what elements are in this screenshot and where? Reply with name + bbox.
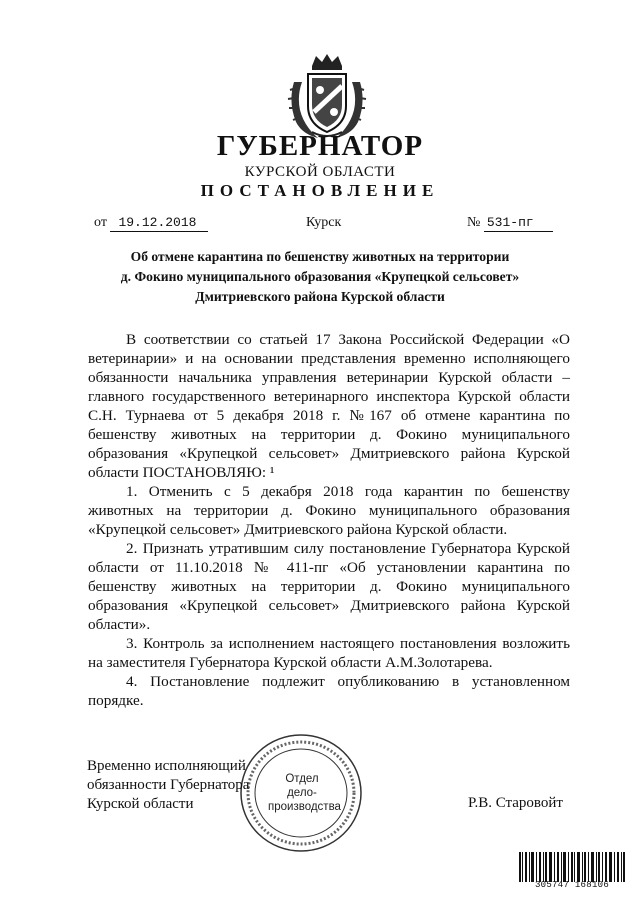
stamp-line: производства: [268, 801, 341, 813]
title-line: д. Фокино муниципального образования «Крупецкой сельсовет»: [120, 269, 520, 284]
signatory-name: Р.В. Старовойт: [468, 795, 563, 811]
position-line: обязанности Губернатора: [87, 777, 250, 793]
stamp-text: [268, 772, 341, 814]
region-subheading: КУРСКОЙ ОБЛАСТИ: [244, 164, 396, 180]
barcode: [519, 852, 625, 882]
signatory-position: [87, 757, 249, 814]
decree-title: [0, 247, 640, 307]
position-line: Временно исполняющий: [87, 758, 246, 774]
number-prefix: №: [467, 215, 481, 230]
position-line: Курской области: [87, 796, 194, 812]
date-value: 19.12.2018: [118, 215, 197, 230]
decree-item: 1. Отменить с 5 декабря 2018 года карантин по бешенству животных на территории д. Фокино муниципального образования «Крупецкой сельсовет» Дмитриевского района Курской области.: [88, 483, 570, 538]
barcode-number: 305747 168106: [534, 880, 610, 890]
document-number: [467, 215, 553, 232]
intro-paragraph: В соответствии со статьей 17 Закона Российской Федерации «О ветеринарии» и на основании представления временно исполняющего обязанности начальника управления ветеринарии Курской области – главного государственного ветеринарного инспектора Курской области С.Н. Турнаева от 5 декабря 2018 г. №167 об отмене карантина по бешенству животных на территории д. Фокино муниципального образования «Крупецкой сельсовет» Дмитриевского района Курской области ПОСТАНОВЛЯЮ: ¹: [88, 331, 570, 481]
stamp-line: дело-: [287, 787, 317, 799]
stamp-line: Отдел: [285, 773, 319, 785]
document-date: [94, 215, 208, 232]
decree-item: 3. Контроль за исполнением настоящего постановления возложить на заместителя Губернатора Курской области А.М.Золотарева.: [88, 635, 570, 671]
decree-item: 2. Признать утратившим силу постановление Губернатора Курской области от 11.10.2018 № 411-пг «Об установлении карантина по бешенству животных на территории д. Фокино муниципального образования «Крупецкой сельсовет» Дмитриевского района Курской области».: [88, 540, 570, 633]
date-prefix: от: [94, 215, 107, 230]
number-value: 531-пг: [486, 215, 534, 230]
document-type-heading: ПОСТАНОВЛЕНИЕ: [200, 181, 440, 200]
governor-heading: ГУБЕРНАТОР: [216, 130, 424, 162]
title-line: Об отмене карантина по бешенству животных на территории: [130, 249, 510, 264]
title-line: Дмитриевского района Курской области: [195, 289, 445, 304]
decree-body: [88, 330, 570, 710]
decree-item: 4. Постановление подлежит опубликованию в установленном порядке.: [88, 673, 570, 709]
coat-of-arms-emblem: [282, 52, 372, 142]
document-city: Курск: [306, 215, 342, 230]
